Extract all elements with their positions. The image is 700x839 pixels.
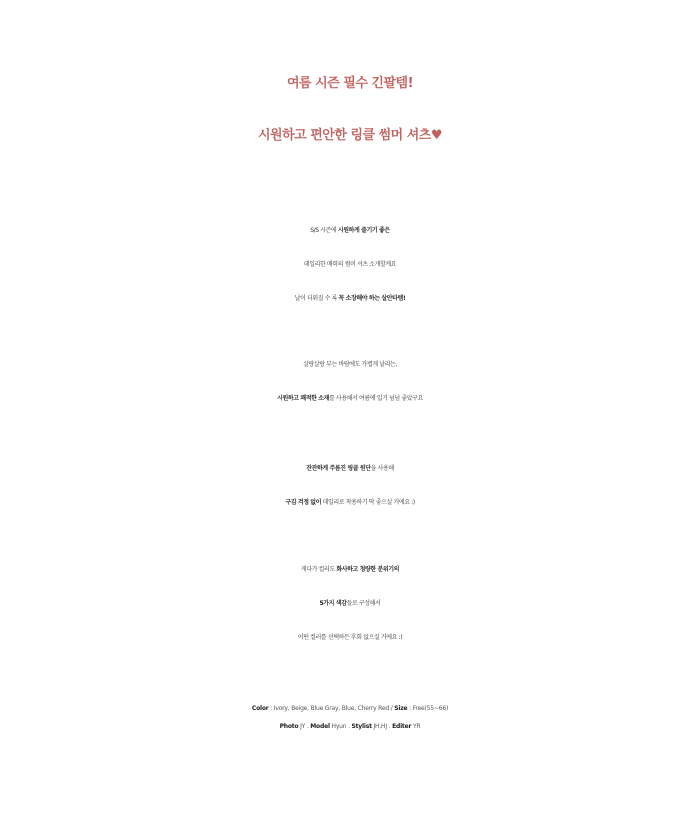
model-value: Hyun . [329, 723, 352, 730]
editer-value: YR [411, 723, 421, 730]
text-segment: 게다가 컬러도 [300, 566, 337, 573]
size-label: Size [394, 705, 408, 712]
heart-icon: ♥ [430, 128, 442, 143]
emphasis-text: 시원하고 쾌적한 소재 [277, 395, 330, 402]
text-segment: 을 사용해 [370, 465, 394, 472]
stylist-label: Stylist [351, 723, 372, 730]
photo-value: JY . [298, 723, 311, 730]
stylist-value: JH,HJ . [371, 723, 393, 730]
staff-line [0, 718, 700, 736]
emphasis-text: 꼭 소장해야 하는 살안타템! [338, 295, 406, 302]
paragraph-3-line-1 [0, 452, 700, 486]
emphasis-text: 5가지 색감 [319, 600, 347, 607]
paragraph-2-line-1: 살랑살랑 부는 바람에도 가볍게 날리는, [303, 361, 397, 368]
headline [0, 58, 700, 162]
emphasis-text: 시원하게 즐기기 좋은 [337, 227, 390, 234]
emphasis-text: 잔잔하게 주름진 링클 원단 [306, 465, 371, 472]
paragraph-4-line-1 [0, 553, 700, 587]
editer-label: Editer [392, 723, 412, 730]
description-paragraph-3 [0, 452, 700, 520]
size-value: : Free(55~66) [407, 705, 449, 712]
paragraph-4-line-2 [0, 587, 700, 621]
headline-line-1: 여름 시즌 필수 긴팔템! [286, 76, 414, 91]
paragraph-1-line-1 [0, 214, 700, 248]
text-segment: 데일리로 착용하기 딱 좋으실 거에요 :) [321, 499, 415, 506]
description-paragraph-2 [0, 348, 700, 416]
product-credits [0, 700, 700, 736]
emphasis-text: 구김 걱정 없이 [285, 499, 322, 506]
color-size-line [0, 700, 700, 718]
description-paragraph-4 [0, 553, 700, 655]
paragraph-4-line-3: 어떤 컬러를 선택하든 후회 없으실 거에요 :) [297, 634, 403, 641]
text-segment: 를 사용해서 여름에 입기 넘넘 좋았구요 [329, 395, 423, 402]
paragraph-1-line-2: 데일리한 매력의 썸머 셔츠 소개할게요 [303, 261, 397, 268]
description-paragraph-1 [0, 214, 700, 316]
color-label: Color [251, 705, 269, 712]
text-segment: S/S 시즌에 [310, 227, 338, 234]
color-value: : Ivory, Beige, Blue Gray, Blue, Cherry Red / [268, 705, 395, 712]
paragraph-3-line-2 [0, 486, 700, 520]
headline-line-2 [0, 110, 700, 162]
headline-line-2-text: 시원하고 편안한 링클 썸머 셔츠 [257, 128, 431, 143]
emphasis-text: 화사하고 청량한 분위기의 [336, 566, 400, 573]
paragraph-1-line-3 [0, 282, 700, 316]
text-segment: 들로 구성해서 [346, 600, 381, 607]
model-label: Model [310, 723, 330, 730]
text-segment: 날이 더워질 수 록 [294, 295, 339, 302]
paragraph-2-line-2 [0, 382, 700, 416]
photo-label: Photo [279, 723, 299, 730]
